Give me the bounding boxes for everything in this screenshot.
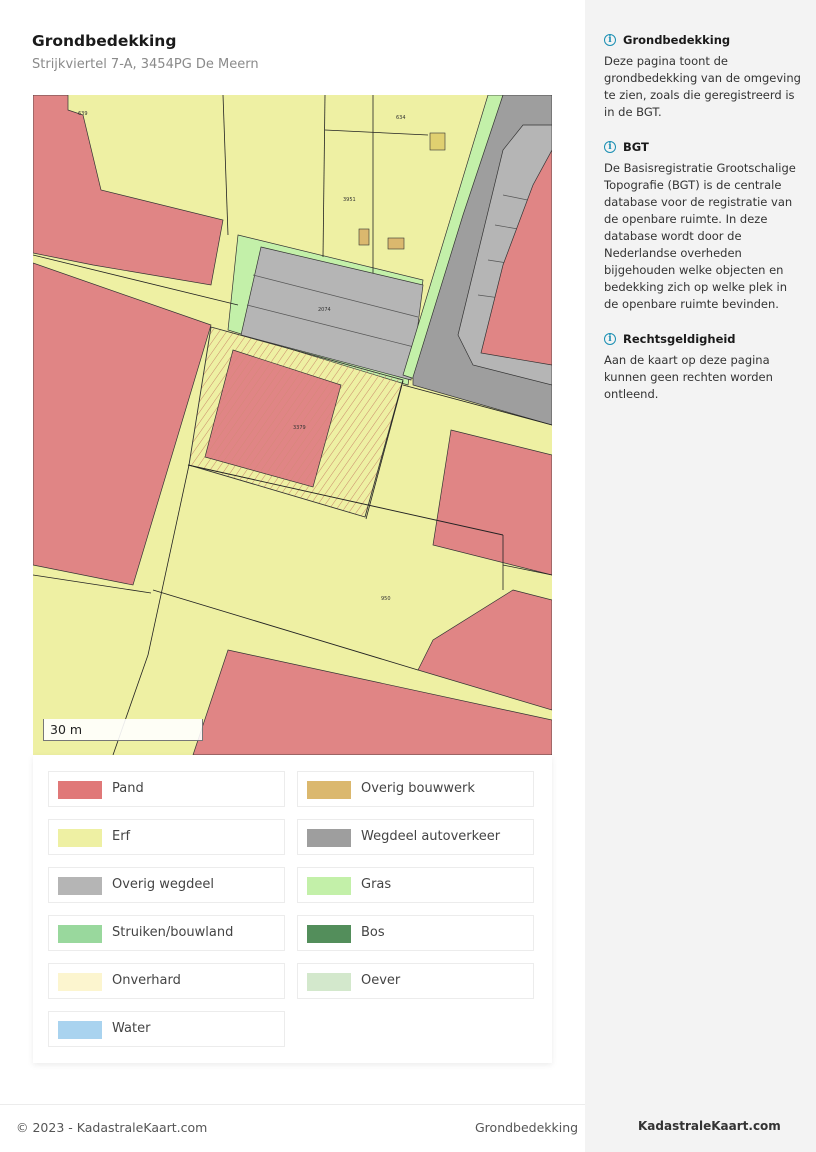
legend-swatch xyxy=(58,925,102,943)
address-subtitle: Strijkviertel 7-A, 3454PG De Meern xyxy=(32,57,259,72)
bouwwerk-3 xyxy=(388,238,404,249)
legend-swatch xyxy=(58,877,102,895)
scale-bar xyxy=(43,719,203,741)
section-heading: Grondbedekking xyxy=(623,33,731,47)
legend-label: Bos xyxy=(361,925,385,940)
map-canvas xyxy=(33,95,552,755)
legend-item xyxy=(297,819,534,855)
legend-item xyxy=(297,963,534,999)
legend-label: Struiken/bouwland xyxy=(112,925,234,940)
legend-swatch xyxy=(58,1021,102,1039)
legend-item xyxy=(48,771,285,807)
legend-item xyxy=(48,915,285,951)
info-section-rechtsgeldigheid xyxy=(604,332,804,403)
legend-label: Water xyxy=(112,1021,151,1036)
legend-swatch xyxy=(307,973,351,991)
info-section-bgt xyxy=(604,140,804,313)
parcel-label-3951: 3951 xyxy=(343,197,356,203)
legend-item xyxy=(297,771,534,807)
section-heading: BGT xyxy=(623,140,649,154)
legend-swatch xyxy=(307,925,351,943)
info-icon: i xyxy=(604,333,616,345)
copyright-text: © 2023 - KadastraleKaart.com xyxy=(16,1120,208,1135)
legend-item xyxy=(48,1011,285,1047)
legend-label: Oever xyxy=(361,973,401,988)
legend-label: Gras xyxy=(361,877,392,892)
info-icon: i xyxy=(604,34,616,46)
section-text: De Basisregistratie Grootschalige Topografie (BGT) is de centrale database voor de registratie van de openbare ruimte. In deze database wordt door de Nederlandse overheden bijgehouden welke objecten en bedekking zich op welke plek in de openbare ruimte bevinden. xyxy=(604,161,796,311)
footer-page-name: Grondbedekking xyxy=(475,1120,579,1135)
legend-swatch xyxy=(58,973,102,991)
info-icon: i xyxy=(604,141,616,153)
section-text: Deze pagina toont de grondbedekking van de omgeving te zien, zoals die geregistreerd is in de BGT. xyxy=(604,54,801,119)
legend-item xyxy=(48,819,285,855)
bouwwerk-1 xyxy=(430,133,445,150)
legend-swatch xyxy=(58,829,102,847)
legend-swatch xyxy=(307,877,351,895)
legend-swatch xyxy=(307,829,351,847)
land-cover-map[interactable] xyxy=(33,95,552,755)
legend-label: Wegdeel autoverkeer xyxy=(361,829,501,844)
legend-label: Overig bouwwerk xyxy=(361,781,475,796)
bouwwerk-2 xyxy=(359,229,369,245)
section-heading: Rechtsgeldigheid xyxy=(623,332,736,346)
scale-label: 30 m xyxy=(50,722,83,737)
legend-item xyxy=(48,867,285,903)
section-text: Aan de kaart op deze pagina kunnen geen rechten worden ontleend. xyxy=(604,353,773,401)
legend-label: Overig wegdeel xyxy=(112,877,215,892)
parcel-label-2074: 2074 xyxy=(318,307,331,313)
legend-label: Onverhard xyxy=(112,973,181,988)
parcel-label-950: 950 xyxy=(381,596,391,602)
legend-item xyxy=(48,963,285,999)
page-title: Grondbedekking xyxy=(32,32,177,50)
legend-swatch xyxy=(58,781,102,799)
map-legend xyxy=(33,755,552,1063)
parcel-label-639: 639 xyxy=(78,111,88,117)
legend-swatch xyxy=(307,781,351,799)
legend-label: Pand xyxy=(112,781,144,796)
brand-link[interactable]: KadastraleKaart.com xyxy=(638,1119,781,1133)
legend-item xyxy=(297,867,534,903)
legend-item xyxy=(297,915,534,951)
footer-divider xyxy=(0,1104,585,1105)
info-section-grondbedekking xyxy=(604,33,804,121)
legend-label: Erf xyxy=(112,829,131,844)
parcel-label-3379: 3379 xyxy=(293,425,306,431)
parcel-label-634: 634 xyxy=(396,115,406,121)
